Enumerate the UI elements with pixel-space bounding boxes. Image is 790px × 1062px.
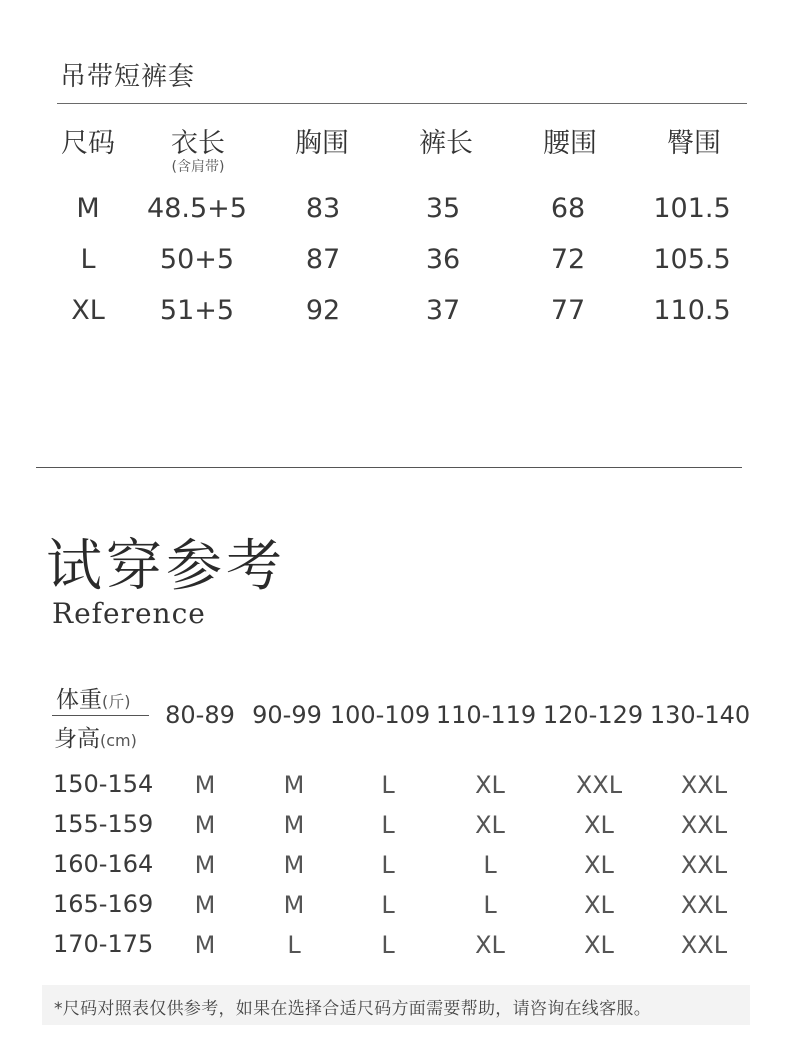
- table-cell: L: [381, 931, 395, 959]
- table-cell: M: [194, 891, 216, 919]
- corner-weight-label: [56, 681, 131, 714]
- weight-header: 90-99: [252, 701, 322, 729]
- table-cell: M: [283, 851, 305, 879]
- table-cell: XL: [584, 811, 614, 839]
- weight-header: 80-89: [165, 701, 235, 729]
- height-label: 165-169: [53, 890, 154, 918]
- table-cell: 35: [425, 193, 461, 224]
- table-cell: M: [283, 811, 305, 839]
- reference-title: 试穿参考: [46, 534, 286, 599]
- size-table-title: 吊带短裤套: [60, 62, 196, 92]
- table-cell: L: [381, 771, 395, 799]
- table-cell: 101.5: [653, 193, 731, 224]
- table-cell: L: [287, 931, 301, 959]
- header-size: 尺码: [61, 128, 115, 159]
- height-label: 170-175: [53, 930, 154, 958]
- size-table-divider: [57, 103, 747, 104]
- table-cell: 87: [305, 244, 341, 275]
- corner-weight-unit: (斤): [102, 692, 131, 711]
- header-bust: 胸围: [295, 128, 349, 159]
- table-cell: 51+5: [159, 295, 235, 326]
- table-cell: XL: [584, 931, 614, 959]
- reference-subtitle: Reference: [52, 597, 206, 630]
- table-cell: 92: [305, 295, 341, 326]
- table-cell: XL: [475, 931, 505, 959]
- table-cell: 48.5+5: [147, 193, 247, 224]
- weight-header: 100-109: [329, 701, 431, 729]
- table-cell: M: [194, 771, 216, 799]
- table-cell: XXL: [680, 891, 728, 919]
- header-waist: 腰围: [543, 128, 597, 159]
- table-cell: L: [483, 891, 497, 919]
- table-cell: XXL: [680, 851, 728, 879]
- table-cell: M: [194, 851, 216, 879]
- table-cell: XXL: [680, 931, 728, 959]
- table-cell: 72: [550, 244, 586, 275]
- table-cell: 36: [425, 244, 461, 275]
- table-cell: XXL: [680, 811, 728, 839]
- table-cell: 110.5: [653, 295, 731, 326]
- table-cell: XXL: [575, 771, 623, 799]
- table-cell: M: [194, 811, 216, 839]
- footnote-text: *尺码对照表仅供参考，如果在选择合适尺码方面需要帮助，请咨询在线客服。: [54, 999, 651, 1019]
- table-cell: 83: [305, 193, 341, 224]
- corner-height-unit: (cm): [100, 731, 137, 750]
- table-cell: L: [483, 851, 497, 879]
- corner-height-label: [54, 720, 137, 753]
- table-cell: XXL: [680, 771, 728, 799]
- table-cell: 105.5: [653, 244, 731, 275]
- table-cell: XL: [584, 851, 614, 879]
- table-cell: M: [194, 931, 216, 959]
- height-label: 150-154: [53, 770, 154, 798]
- weight-header: 130-140: [649, 701, 751, 729]
- table-cell: 37: [425, 295, 461, 326]
- section-divider: [36, 467, 742, 468]
- table-cell: XL: [475, 771, 505, 799]
- table-cell: L: [80, 244, 96, 275]
- table-cell: M: [283, 891, 305, 919]
- table-cell: M: [283, 771, 305, 799]
- corner-weight-text: 体重: [56, 687, 102, 713]
- table-cell: L: [381, 811, 395, 839]
- corner-divider: [52, 715, 149, 716]
- table-cell: 77: [550, 295, 586, 326]
- table-cell: 68: [550, 193, 586, 224]
- header-pants-length: 裤长: [419, 128, 473, 159]
- header-length-note: (含肩带): [171, 159, 225, 175]
- height-label: 155-159: [53, 810, 154, 838]
- header-length: 衣长: [171, 128, 225, 159]
- corner-height-text: 身高: [54, 726, 100, 752]
- table-cell: XL: [71, 295, 105, 326]
- table-cell: M: [76, 193, 100, 224]
- table-cell: L: [381, 891, 395, 919]
- table-cell: 50+5: [159, 244, 235, 275]
- height-label: 160-164: [53, 850, 154, 878]
- table-cell: XL: [584, 891, 614, 919]
- table-cell: L: [381, 851, 395, 879]
- table-cell: XL: [475, 811, 505, 839]
- weight-header: 110-119: [435, 701, 537, 729]
- weight-header: 120-129: [542, 701, 644, 729]
- header-hip: 臀围: [667, 128, 721, 159]
